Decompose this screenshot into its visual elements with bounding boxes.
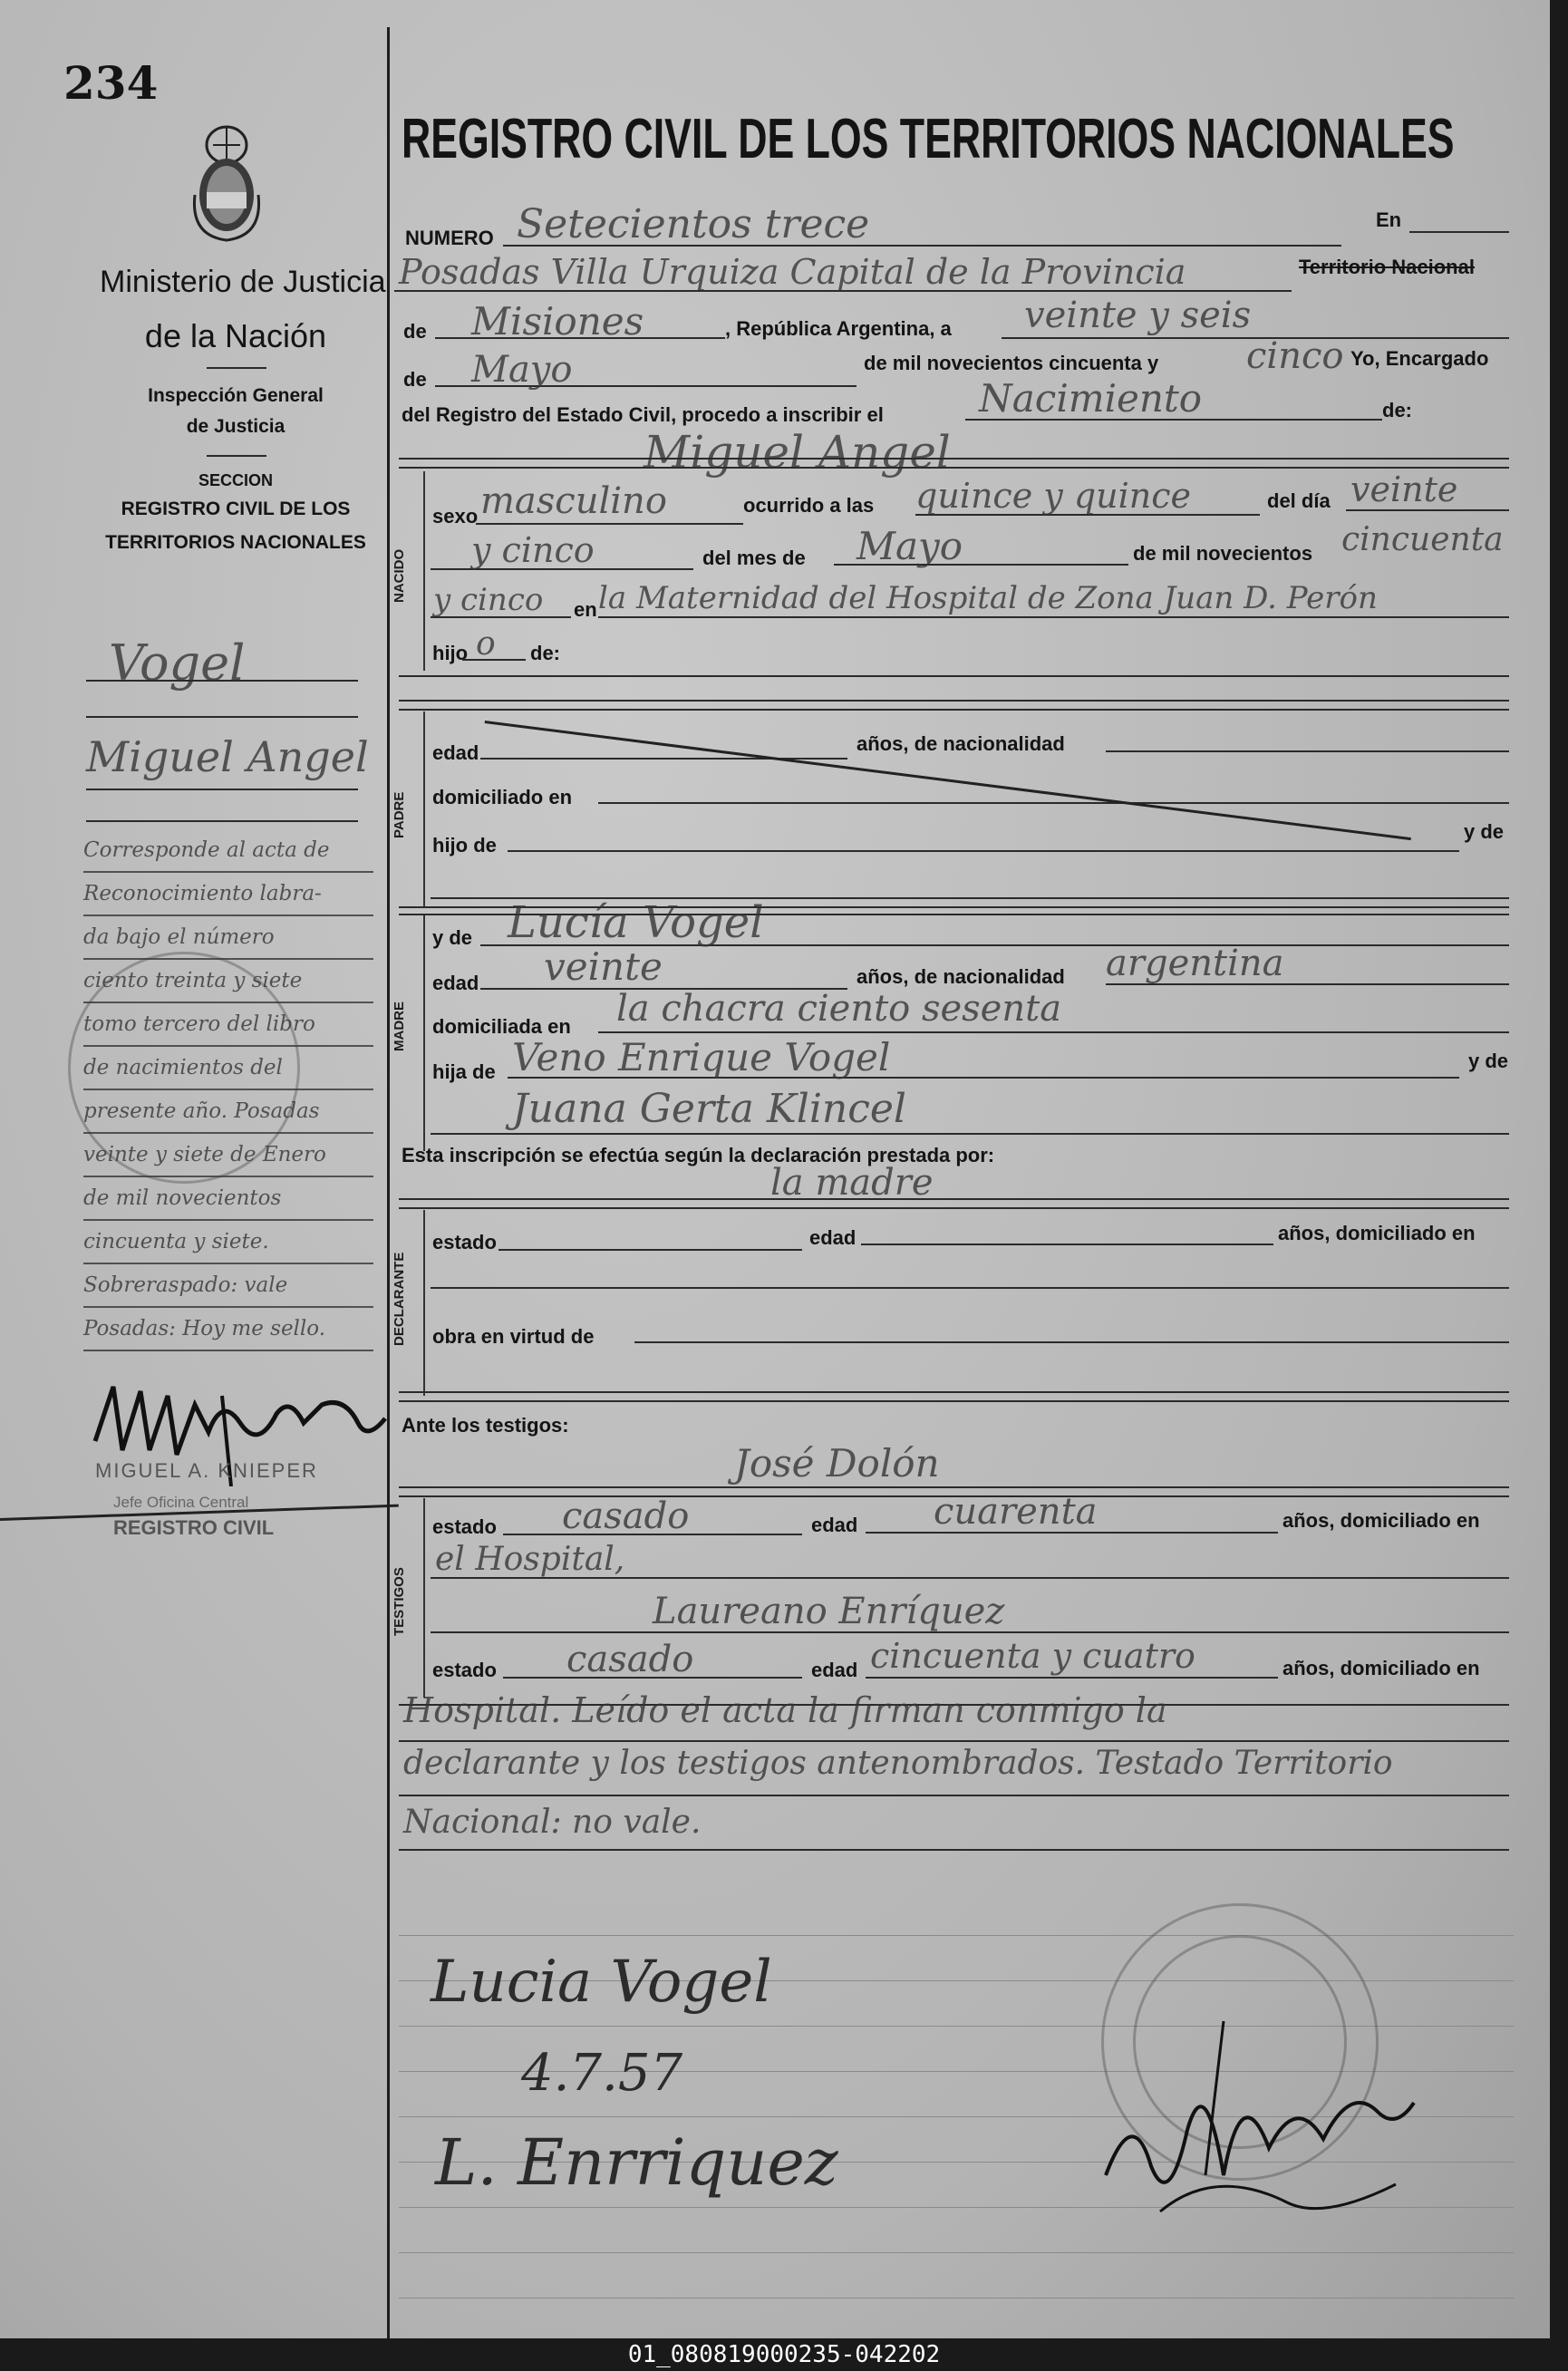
de-label-3: de: <box>1382 399 1412 421</box>
madre-edad-value: veinte <box>544 944 663 989</box>
inspection-line-1: Inspección General <box>148 385 324 406</box>
margin-note-line: de nacimientos del <box>83 1047 373 1090</box>
section-name-1: REGISTRO CIVIL DE LOS <box>121 498 351 519</box>
territory-value: Misiones <box>471 299 644 344</box>
testigos-side-label: TESTIGOS <box>392 1567 407 1636</box>
day-value: veinte y seis <box>1024 295 1252 336</box>
madre-y-de-label: y de <box>432 926 473 949</box>
padre-side-label: PADRE <box>392 791 407 838</box>
padre-hijo-label: hijo de <box>432 834 497 856</box>
dia-label: del día <box>1267 489 1331 512</box>
margin-note-line: cincuenta y siete. <box>83 1221 373 1264</box>
padre-anios-label: años, de nacionalidad <box>857 732 1065 755</box>
sexo-value: masculino <box>480 480 667 522</box>
de-label-2: de <box>403 368 427 391</box>
place-value: Posadas Villa Urquiza Capital de la Provincia <box>399 252 1186 292</box>
margin-stamp-office: Jefe Oficina Central <box>113 1494 249 1511</box>
nacido-year-value: cincuenta <box>1341 521 1504 558</box>
de-label-1: de <box>403 320 427 343</box>
testigo2-estado-value: casado <box>566 1639 694 1680</box>
margin-note-line: Posadas: Hoy me sello. <box>83 1308 373 1351</box>
madre-domicilio-label: domiciliada en <box>432 1015 571 1038</box>
ministry-line-1: Ministerio de Justicia <box>100 265 386 299</box>
hijo-value: o <box>476 625 496 663</box>
declarante-anios-label: años, domiciliado en <box>1278 1222 1476 1244</box>
mil-label: de mil novecientos <box>1133 542 1313 565</box>
section-label: SECCION <box>198 471 273 489</box>
mes-value: Mayo <box>857 524 963 568</box>
testigo2-anios-label: años, domiciliado en <box>1282 1657 1480 1679</box>
dia-value-2: y cinco <box>471 530 595 570</box>
year-label: de mil novecientos cincuenta y <box>864 352 1159 374</box>
coat-of-arms-icon <box>186 118 267 245</box>
testigo2-estado-label: estado <box>432 1659 497 1681</box>
madre-mother-value: Juana Gerta Klincel <box>512 1086 906 1132</box>
margin-given-names: Miguel Angel <box>86 732 369 781</box>
numero-label: NUMERO <box>405 227 494 249</box>
declarante-obra-label: obra en virtud de <box>432 1325 595 1348</box>
margin-stamp-seal <box>68 952 300 1184</box>
nacido-en-label: en <box>574 598 597 621</box>
dia-value: veinte <box>1350 469 1458 509</box>
mother-signature: Lucia Vogel <box>431 1949 772 2016</box>
madre-domicilio-value: la chacra ciento sesenta <box>616 988 1062 1030</box>
margin-stamp-name: MIGUEL A. KNIEPER <box>95 1459 318 1482</box>
declarante-edad-label: edad <box>809 1226 857 1249</box>
inspection-line-2: de Justicia <box>186 416 286 437</box>
declarante-value: la madre <box>770 1162 934 1204</box>
numero-value: Setecientos trece <box>517 201 870 247</box>
hijo-label: hijo <box>432 642 469 664</box>
republica-label: , República Argentina, a <box>725 317 952 340</box>
margin-note-line: Sobreraspado: vale <box>83 1264 373 1308</box>
sexo-label: sexo <box>432 505 479 527</box>
testigo1-estado-label: estado <box>432 1515 497 1538</box>
date-signature-mark: 4.7.57 <box>521 2044 683 2103</box>
testigo1-edad-value: cuarenta <box>934 1491 1098 1533</box>
madre-name-value: Lucía Vogel <box>508 897 764 948</box>
margin-surname: Vogel <box>109 634 246 692</box>
image-caption: 01_080819000235-042202 <box>627 2341 941 2368</box>
witness-signature: L. Enrriquez <box>435 2125 838 2200</box>
official-signature <box>1051 1994 1450 2230</box>
closing-line-3: Nacional: no vale. <box>403 1804 702 1841</box>
ocurrido-label: ocurrido a las <box>743 494 875 517</box>
en-label: En <box>1376 208 1402 231</box>
madre-edad-label: edad <box>432 972 479 994</box>
testigo1-domicilio-value: el Hospital, <box>435 1541 625 1578</box>
registro-label: del Registro del Estado Civil, procedo a inscribir el <box>402 403 884 426</box>
margin-note-line: Corresponde al acta de <box>83 829 373 873</box>
testigo2-edad-value: cincuenta y cuatro <box>870 1636 1195 1676</box>
testigo1-name: José Dolón <box>734 1441 940 1486</box>
testigo2-name: Laureano Enríquez <box>653 1591 1005 1632</box>
nacido-side-label: NACIDO <box>392 548 407 603</box>
testigo2-edad-label: edad <box>811 1659 858 1681</box>
hour-value: quince y quince <box>915 476 1192 516</box>
encargado-label: Yo, Encargado <box>1350 347 1489 370</box>
declarante-side-label: DECLARANTE <box>392 1252 407 1346</box>
madre-y-de-label-2: y de <box>1468 1050 1509 1072</box>
testigo1-anios-label: años, domiciliado en <box>1282 1509 1480 1532</box>
margin-note-line: veinte y siete de Enero <box>83 1134 373 1177</box>
month-value: Mayo <box>471 349 573 391</box>
padre-edad-label: edad <box>432 741 479 764</box>
page-number: 234 <box>63 56 159 110</box>
ministry-line-2: de la Nación <box>144 317 327 354</box>
document-title: REGISTRO CIVIL DE LOS TERRITORIOS NACIONALES <box>402 108 1455 170</box>
hijo-de-label: de: <box>530 642 560 664</box>
nacido-place-value: la Maternidad del Hospital de Zona Juan D. Perón <box>598 580 1378 616</box>
year-value: cinco <box>1246 335 1344 377</box>
madre-father-value: Veno Enrique Vogel <box>512 1035 891 1079</box>
declarante-intro: Esta inscripción se efectúa según la declaración prestada por: <box>402 1144 995 1166</box>
nacido-year-value-2: y cinco <box>433 582 544 618</box>
madre-side-label: MADRE <box>392 1002 407 1051</box>
margin-note-line: da bajo el número <box>83 916 373 960</box>
closing-line-2: declarante y los testigos antenombrados. Testado Territorio <box>403 1745 1393 1782</box>
margin-note-line: ciento treinta y siete <box>83 960 373 1003</box>
territorio-label: Territorio Nacional <box>1299 256 1475 278</box>
mes-label: del mes de <box>702 547 806 569</box>
margin-note-line: presente año. Posadas <box>83 1090 373 1134</box>
madre-nacionalidad-value: argentina <box>1106 943 1284 984</box>
margin-note-line: Reconocimiento labra- <box>83 873 373 916</box>
act-value: Nacimiento <box>979 376 1203 421</box>
margin-stamp-registry: REGISTRO CIVIL <box>113 1516 275 1539</box>
madre-hija-label: hija de <box>432 1060 496 1083</box>
margin-note-line: de mil novecientos <box>83 1177 373 1221</box>
padre-y-de-label: y de <box>1464 820 1505 843</box>
testigos-intro: Ante los testigos: <box>402 1414 569 1437</box>
declarante-estado-label: estado <box>432 1231 497 1253</box>
testigo1-estado-value: casado <box>562 1495 690 1537</box>
margin-note-line: tomo tercero del libro <box>83 1003 373 1047</box>
section-name-2: TERRITORIOS NACIONALES <box>105 532 366 553</box>
madre-anios-label: años, de nacionalidad <box>857 965 1065 988</box>
testigo1-edad-label: edad <box>811 1514 858 1536</box>
child-name-value: Miguel Angel <box>644 426 951 479</box>
closing-line-1: Hospital. Leído el acta la firman conmigo la <box>403 1690 1167 1730</box>
padre-domicilio-label: domiciliado en <box>432 786 573 808</box>
